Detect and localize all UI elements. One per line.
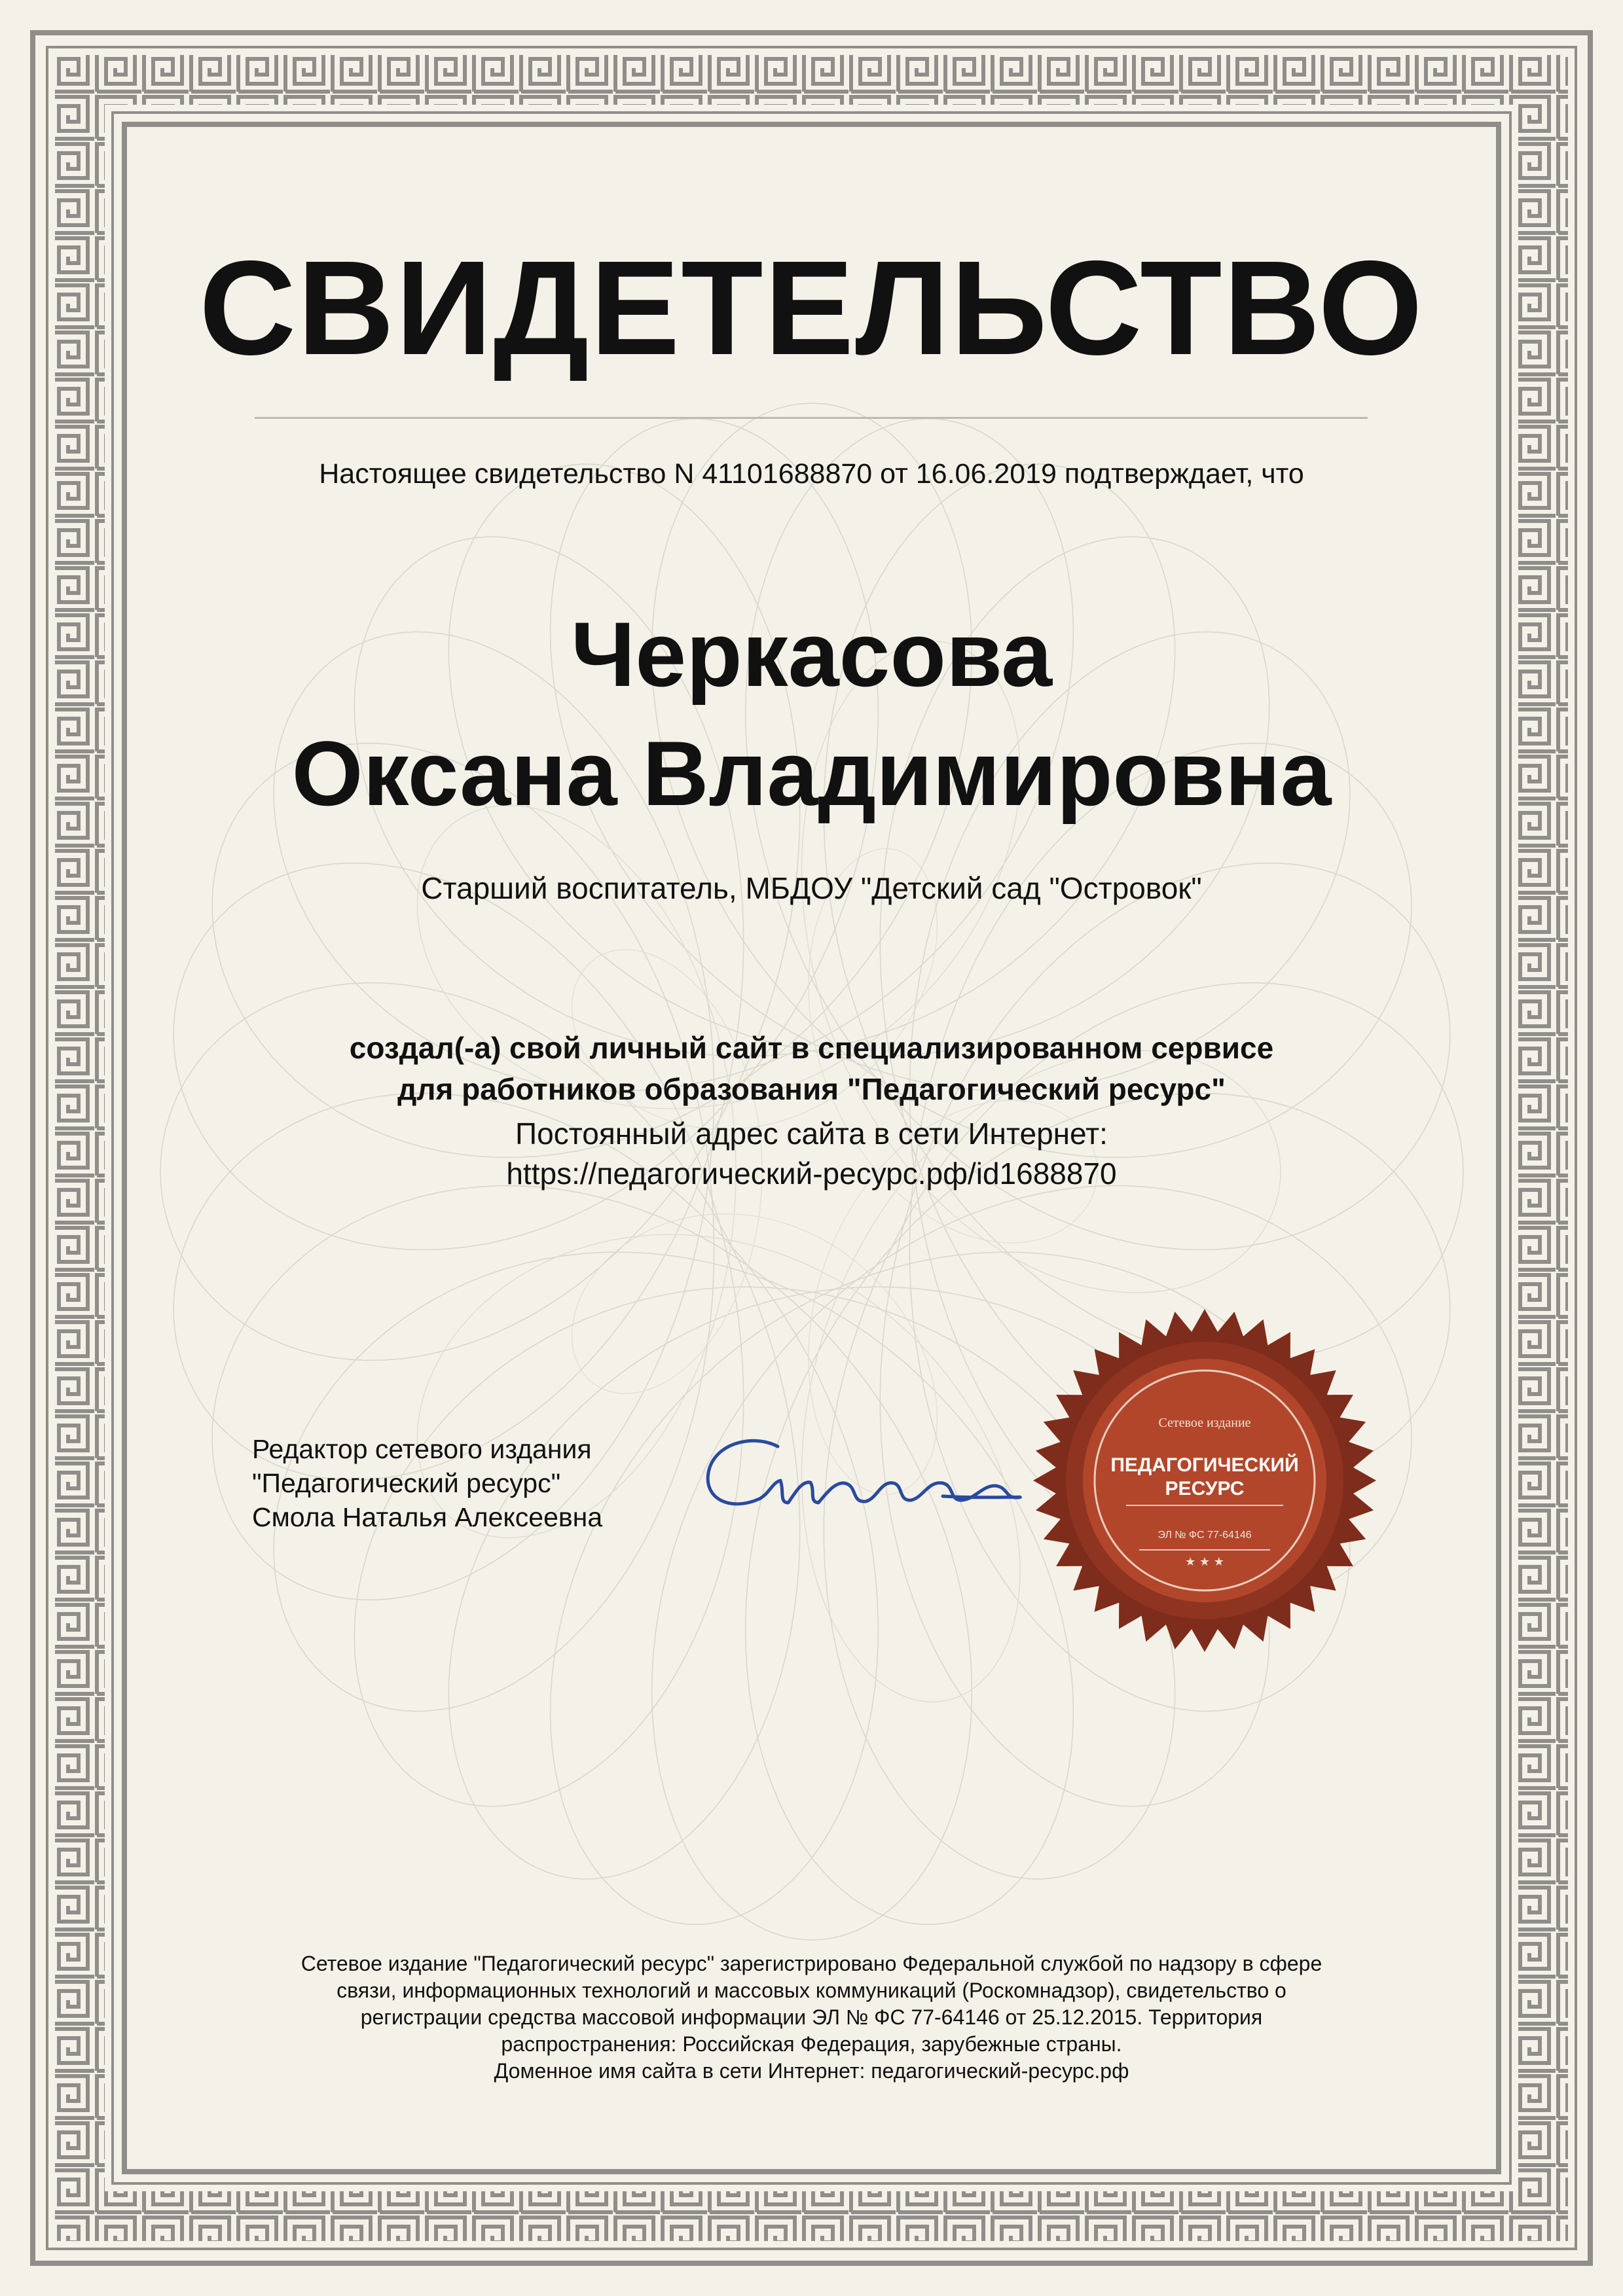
certificate-title: СВИДЕТЕЛЬСТВО <box>199 233 1424 383</box>
statement-line-1: создал(-а) свой личный сайт в специализированном сервисе <box>349 1031 1274 1065</box>
recipient-given-names: Оксана Владимировна <box>291 722 1332 825</box>
editor-line-2: "Педагогический ресурс" <box>252 1468 561 1498</box>
site-url: https://педагогический-ресурс.рф/id1688870 <box>506 1157 1117 1191</box>
seal-stars: ★ ★ ★ <box>1185 1555 1224 1569</box>
editor-line-3: Смола Наталья Алексеевна <box>252 1502 603 1532</box>
site-url-label: Постоянный адрес сайта в сети Интернет: <box>515 1117 1108 1151</box>
seal-name-line-2: РЕСУРС <box>1165 1478 1245 1499</box>
footer-line: Доменное имя сайта в сети Интернет: педагогический-ресурс.рф <box>494 2059 1129 2083</box>
statement-line-2: для работников образования "Педагогический ресурс" <box>397 1072 1226 1106</box>
footer-line: распространения: Российская Федерация, зарубежные страны. <box>501 2032 1122 2056</box>
seal-top-text: Сетевое издание <box>1158 1416 1251 1430</box>
editor-line-1: Редактор сетевого издания <box>252 1434 592 1464</box>
footer-line: связи, информационных технологий и массовых коммуникаций (Роскомнадзор), свидетельство о <box>337 1979 1286 2002</box>
recipient-surname: Черкасова <box>570 603 1053 706</box>
footer-line: Сетевое издание "Педагогический ресурс" зарегистрировано Федеральной службой по надзору в сфере <box>301 1952 1322 1975</box>
seal-registration: ЭЛ № ФС 77-64146 <box>1158 1530 1252 1541</box>
certificate-intro: Настоящее свидетельство N 41101688870 от 16.06.2019 подтверждает, что <box>319 458 1304 490</box>
seal-name-line-1: ПЕДАГОГИЧЕСКИЙ <box>1110 1454 1299 1476</box>
footer-legal-text <box>196 1950 1427 2085</box>
recipient-position: Старший воспитатель, МБДОУ "Детский сад "Островок" <box>421 871 1202 905</box>
footer-line: регистрации средства массовой информации ЭЛ № ФС 77-64146 от 25.12.2015. Территория <box>360 2005 1263 2029</box>
